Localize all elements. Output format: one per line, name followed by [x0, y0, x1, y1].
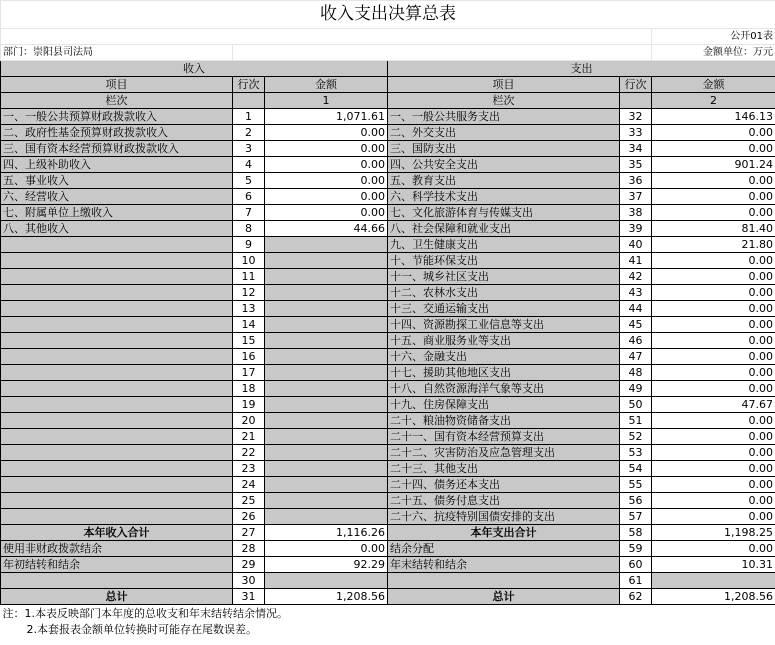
income-column-index-label: 栏次: [1, 93, 233, 109]
expense-item-label: 二十四、债务还本支出: [388, 477, 620, 493]
income-line-number: 14: [233, 317, 265, 333]
expense-item-label: 十八、自然资源海洋气象等支出: [388, 381, 620, 397]
expense-amount: 901.24: [652, 157, 775, 173]
expense-line-number: 49: [620, 381, 652, 397]
income-item-label: [1, 301, 233, 317]
expense-item-label: 十三、交通运输支出: [388, 301, 620, 317]
expense-amount: 0.00: [652, 285, 775, 301]
expense-item-label: 十二、农林水支出: [388, 285, 620, 301]
table-row: [1, 445, 775, 461]
expense-amount: 0.00: [652, 269, 775, 285]
table-row: [1, 205, 775, 221]
income-line-header: 行次: [233, 77, 265, 93]
income-item-label: [1, 461, 233, 477]
expense-amount: 0.00: [652, 253, 775, 269]
department-label: 部门：崇阳县司法局: [1, 45, 233, 61]
income-amount: [265, 429, 388, 445]
expense-amount: 47.67: [652, 397, 775, 413]
non-fiscal-balance-line: 28: [233, 541, 265, 557]
expense-line-number: 50: [620, 397, 652, 413]
expense-amount: 0.00: [652, 349, 775, 365]
income-amount: [265, 253, 388, 269]
expense-column-number: 2: [652, 93, 775, 109]
income-line-number: 23: [233, 461, 265, 477]
income-line-number: 5: [233, 173, 265, 189]
income-amount: [265, 397, 388, 413]
non-fiscal-balance-label: 使用非财政拨款结余: [1, 541, 233, 557]
expense-item-header: 项目: [388, 77, 620, 93]
expense-line-number: 44: [620, 301, 652, 317]
income-line-number: 9: [233, 237, 265, 253]
blank-row-income-line: 30: [233, 573, 265, 589]
expense-item-label: 十五、商业服务业等支出: [388, 333, 620, 349]
income-line-number: 1: [233, 109, 265, 125]
income-item-label: [1, 493, 233, 509]
expense-line-number: 36: [620, 173, 652, 189]
expense-line-number: 35: [620, 157, 652, 173]
expense-item-label: 六、科学技术支出: [388, 189, 620, 205]
expense-amount: 21.80: [652, 237, 775, 253]
income-item-label: [1, 477, 233, 493]
grand-total-income-label: 总计: [1, 589, 233, 605]
table-row: [1, 285, 775, 301]
expense-line-number: 46: [620, 333, 652, 349]
expense-line-number: 40: [620, 237, 652, 253]
income-item-label: 二、政府性基金预算财政拨款收入: [1, 125, 233, 141]
footnote-2: 2.本套报表金额单位转换时可能存在尾数误差。: [26, 622, 257, 636]
income-item-label: [1, 381, 233, 397]
surplus-distribution-line: 59: [620, 541, 652, 557]
income-amount: [265, 493, 388, 509]
expense-amount: 0.00: [652, 205, 775, 221]
income-item-label: [1, 237, 233, 253]
income-amount: [265, 509, 388, 525]
report-title: 收入支出决算总表: [1, 1, 775, 29]
closing-carryover-label: 年末结转和结余: [388, 557, 620, 573]
table-row: [1, 189, 775, 205]
expense-line-number: 33: [620, 125, 652, 141]
table-row: [1, 125, 775, 141]
blank-row: [1, 573, 775, 589]
expense-amount: 81.40: [652, 221, 775, 237]
income-item-label: 八、其他收入: [1, 221, 233, 237]
income-total-row: [1, 525, 775, 541]
expense-item-label: 十一、城乡社区支出: [388, 269, 620, 285]
income-line-number: 25: [233, 493, 265, 509]
expense-item-label: 十四、资源勘探工业信息等支出: [388, 317, 620, 333]
table-row: [1, 317, 775, 333]
closing-carryover-line: 60: [620, 557, 652, 573]
income-line-number: 2: [233, 125, 265, 141]
table-row: [1, 365, 775, 381]
expense-amount: 0.00: [652, 365, 775, 381]
income-item-label: 一、一般公共预算财政拨款收入: [1, 109, 233, 125]
income-amount: [265, 269, 388, 285]
income-amount: [265, 365, 388, 381]
income-amount: [265, 381, 388, 397]
grand-total-income-line: 31: [233, 589, 265, 605]
expense-item-label: 七、文化旅游体育与传媒支出: [388, 205, 620, 221]
expense-amount: 0.00: [652, 125, 775, 141]
income-line-number: 10: [233, 253, 265, 269]
carryover-row: [1, 557, 775, 573]
expense-line-number: 54: [620, 461, 652, 477]
income-line-number: 18: [233, 381, 265, 397]
expense-item-label: 九、卫生健康支出: [388, 237, 620, 253]
surplus-distribution-label: 结余分配: [388, 541, 620, 557]
expense-line-number: 45: [620, 317, 652, 333]
table-row: [1, 173, 775, 189]
income-total-label: 本年收入合计: [1, 525, 233, 541]
expense-item-label: 二十三、其他支出: [388, 461, 620, 477]
expense-line-number: 42: [620, 269, 652, 285]
expense-amount: 0.00: [652, 189, 775, 205]
income-item-header: 项目: [1, 77, 233, 93]
expense-amount: 0.00: [652, 509, 775, 525]
income-line-number: 19: [233, 397, 265, 413]
expense-amount: 0.00: [652, 461, 775, 477]
form-code: 公开01表: [652, 29, 775, 45]
grand-total-income-amount: 1,208.56: [265, 589, 388, 605]
expense-section-header: 支出: [388, 61, 775, 77]
expense-amount: 0.00: [652, 429, 775, 445]
income-item-label: 七、附属单位上缴收入: [1, 205, 233, 221]
table-row: [1, 397, 775, 413]
grand-total-expense-amount: 1,208.56: [652, 589, 775, 605]
expense-total-label: 本年支出合计: [388, 525, 620, 541]
income-item-label: [1, 333, 233, 349]
income-amount: [265, 461, 388, 477]
grand-total-row: [1, 589, 775, 605]
expense-column-index-label: 栏次: [388, 93, 620, 109]
non-fiscal-balance-row: [1, 541, 775, 557]
income-item-label: [1, 317, 233, 333]
table-row: [1, 253, 775, 269]
expense-line-number: 39: [620, 221, 652, 237]
income-item-label: [1, 509, 233, 525]
expense-amount: 0.00: [652, 333, 775, 349]
expense-item-label: 四、公共安全支出: [388, 157, 620, 173]
expense-item-label: 一、一般公共服务支出: [388, 109, 620, 125]
income-item-label: [1, 253, 233, 269]
income-line-number: 24: [233, 477, 265, 493]
expense-item-label: 二十二、灾害防治及应急管理支出: [388, 445, 620, 461]
expense-line-number: 43: [620, 285, 652, 301]
income-line-number: 11: [233, 269, 265, 285]
income-amount: [265, 237, 388, 253]
table-row: [1, 237, 775, 253]
blank-row-expense-line: 61: [620, 573, 652, 589]
income-item-label: 五、事业收入: [1, 173, 233, 189]
expense-line-number: 47: [620, 349, 652, 365]
table-row: [1, 477, 775, 493]
expense-amount: 146.13: [652, 109, 775, 125]
income-item-label: [1, 349, 233, 365]
income-line-number: 13: [233, 301, 265, 317]
income-amount: [265, 477, 388, 493]
income-line-number: 20: [233, 413, 265, 429]
expense-item-label: 二十、粮油物资储备支出: [388, 413, 620, 429]
expense-line-number: 56: [620, 493, 652, 509]
income-line-number: 16: [233, 349, 265, 365]
expense-total-amount: 1,198.25: [652, 525, 775, 541]
income-item-label: [1, 413, 233, 429]
expense-line-number: 38: [620, 205, 652, 221]
income-item-label: [1, 285, 233, 301]
income-total-line: 27: [233, 525, 265, 541]
expense-amount: 0.00: [652, 381, 775, 397]
opening-carryover-line: 29: [233, 557, 265, 573]
expense-line-number: 48: [620, 365, 652, 381]
table-row: [1, 381, 775, 397]
income-line-number: 17: [233, 365, 265, 381]
expense-amount: 0.00: [652, 413, 775, 429]
opening-carryover-label: 年初结转和结余: [1, 557, 233, 573]
closing-carryover-amount: 10.31: [652, 557, 775, 573]
income-item-label: [1, 429, 233, 445]
income-line-number: 8: [233, 221, 265, 237]
expense-item-label: 十、节能环保支出: [388, 253, 620, 269]
income-total-amount: 1,116.26: [265, 525, 388, 541]
expense-amount: 0.00: [652, 317, 775, 333]
grand-total-expense-line: 62: [620, 589, 652, 605]
table-row: [1, 349, 775, 365]
income-item-label: 六、经营收入: [1, 189, 233, 205]
income-amount-header: 金额: [265, 77, 388, 93]
expense-amount: 0.00: [652, 141, 775, 157]
income-amount: [265, 413, 388, 429]
income-item-label: 四、上级补助收入: [1, 157, 233, 173]
income-amount: [265, 333, 388, 349]
table-row: [1, 109, 775, 125]
footnote-1: 注：1.本表反映部门本年度的总收支和年末结转结余情况。: [2, 606, 288, 620]
table-row: [1, 221, 775, 237]
income-amount: [265, 349, 388, 365]
income-amount: 0.00: [265, 141, 388, 157]
income-amount: [265, 285, 388, 301]
income-line-number: 12: [233, 285, 265, 301]
income-item-label: [1, 397, 233, 413]
income-line-number: 4: [233, 157, 265, 173]
table-row: [1, 301, 775, 317]
expense-item-label: 三、国防支出: [388, 141, 620, 157]
non-fiscal-balance-amount: 0.00: [265, 541, 388, 557]
expense-amount-header: 金额: [652, 77, 775, 93]
expense-item-label: 二十六、抗疫特别国债安排的支出: [388, 509, 620, 525]
income-item-label: [1, 365, 233, 381]
expense-item-label: 十七、援助其他地区支出: [388, 365, 620, 381]
expense-item-label: 十六、金融支出: [388, 349, 620, 365]
expense-amount: 0.00: [652, 477, 775, 493]
income-amount: [265, 317, 388, 333]
surplus-distribution-amount: 0.00: [652, 541, 775, 557]
income-line-number: 26: [233, 509, 265, 525]
expense-item-label: 五、教育支出: [388, 173, 620, 189]
income-line-number: 6: [233, 189, 265, 205]
expense-line-number: 41: [620, 253, 652, 269]
income-item-label: [1, 445, 233, 461]
table-row: [1, 429, 775, 445]
income-item-label: 三、国有资本经营预算财政拨款收入: [1, 141, 233, 157]
income-amount: 0.00: [265, 125, 388, 141]
table-row: [1, 493, 775, 509]
grand-total-expense-label: 总计: [388, 589, 620, 605]
expense-line-number: 53: [620, 445, 652, 461]
table-row: [1, 509, 775, 525]
income-column-number: 1: [265, 93, 388, 109]
table-row: [1, 141, 775, 157]
expense-line-number: 57: [620, 509, 652, 525]
expense-line-number: 55: [620, 477, 652, 493]
expense-amount: 0.00: [652, 301, 775, 317]
expense-item-label: 二十五、债务付息支出: [388, 493, 620, 509]
opening-carryover-amount: 92.29: [265, 557, 388, 573]
income-amount: 0.00: [265, 205, 388, 221]
income-item-label: [1, 269, 233, 285]
table-row: [1, 333, 775, 349]
expense-amount: 0.00: [652, 493, 775, 509]
unit-label: 金额单位：万元: [652, 45, 775, 61]
expense-line-header: 行次: [620, 77, 652, 93]
expense-item-label: 二、外交支出: [388, 125, 620, 141]
expense-line-number: 34: [620, 141, 652, 157]
income-amount: [265, 301, 388, 317]
income-line-number: 3: [233, 141, 265, 157]
expense-item-label: 十九、住房保障支出: [388, 397, 620, 413]
expense-total-line: 58: [620, 525, 652, 541]
income-amount: 0.00: [265, 189, 388, 205]
expense-line-number: 37: [620, 189, 652, 205]
income-section-header: 收入: [1, 61, 388, 77]
table-row: [1, 461, 775, 477]
expense-line-number: 51: [620, 413, 652, 429]
expense-line-number: 32: [620, 109, 652, 125]
income-amount: 1,071.61: [265, 109, 388, 125]
table-row: [1, 157, 775, 173]
income-amount: [265, 445, 388, 461]
income-amount: 0.00: [265, 173, 388, 189]
income-line-number: 21: [233, 429, 265, 445]
expense-amount: 0.00: [652, 173, 775, 189]
income-amount: 44.66: [265, 221, 388, 237]
expense-item-label: 八、社会保障和就业支出: [388, 221, 620, 237]
income-line-number: 7: [233, 205, 265, 221]
table-row: [1, 269, 775, 285]
income-amount: 0.00: [265, 157, 388, 173]
expense-line-number: 52: [620, 429, 652, 445]
expense-item-label: 二十一、国有资本经营预算支出: [388, 429, 620, 445]
income-line-number: 15: [233, 333, 265, 349]
table-row: [1, 413, 775, 429]
expense-amount: 0.00: [652, 445, 775, 461]
income-line-number: 22: [233, 445, 265, 461]
